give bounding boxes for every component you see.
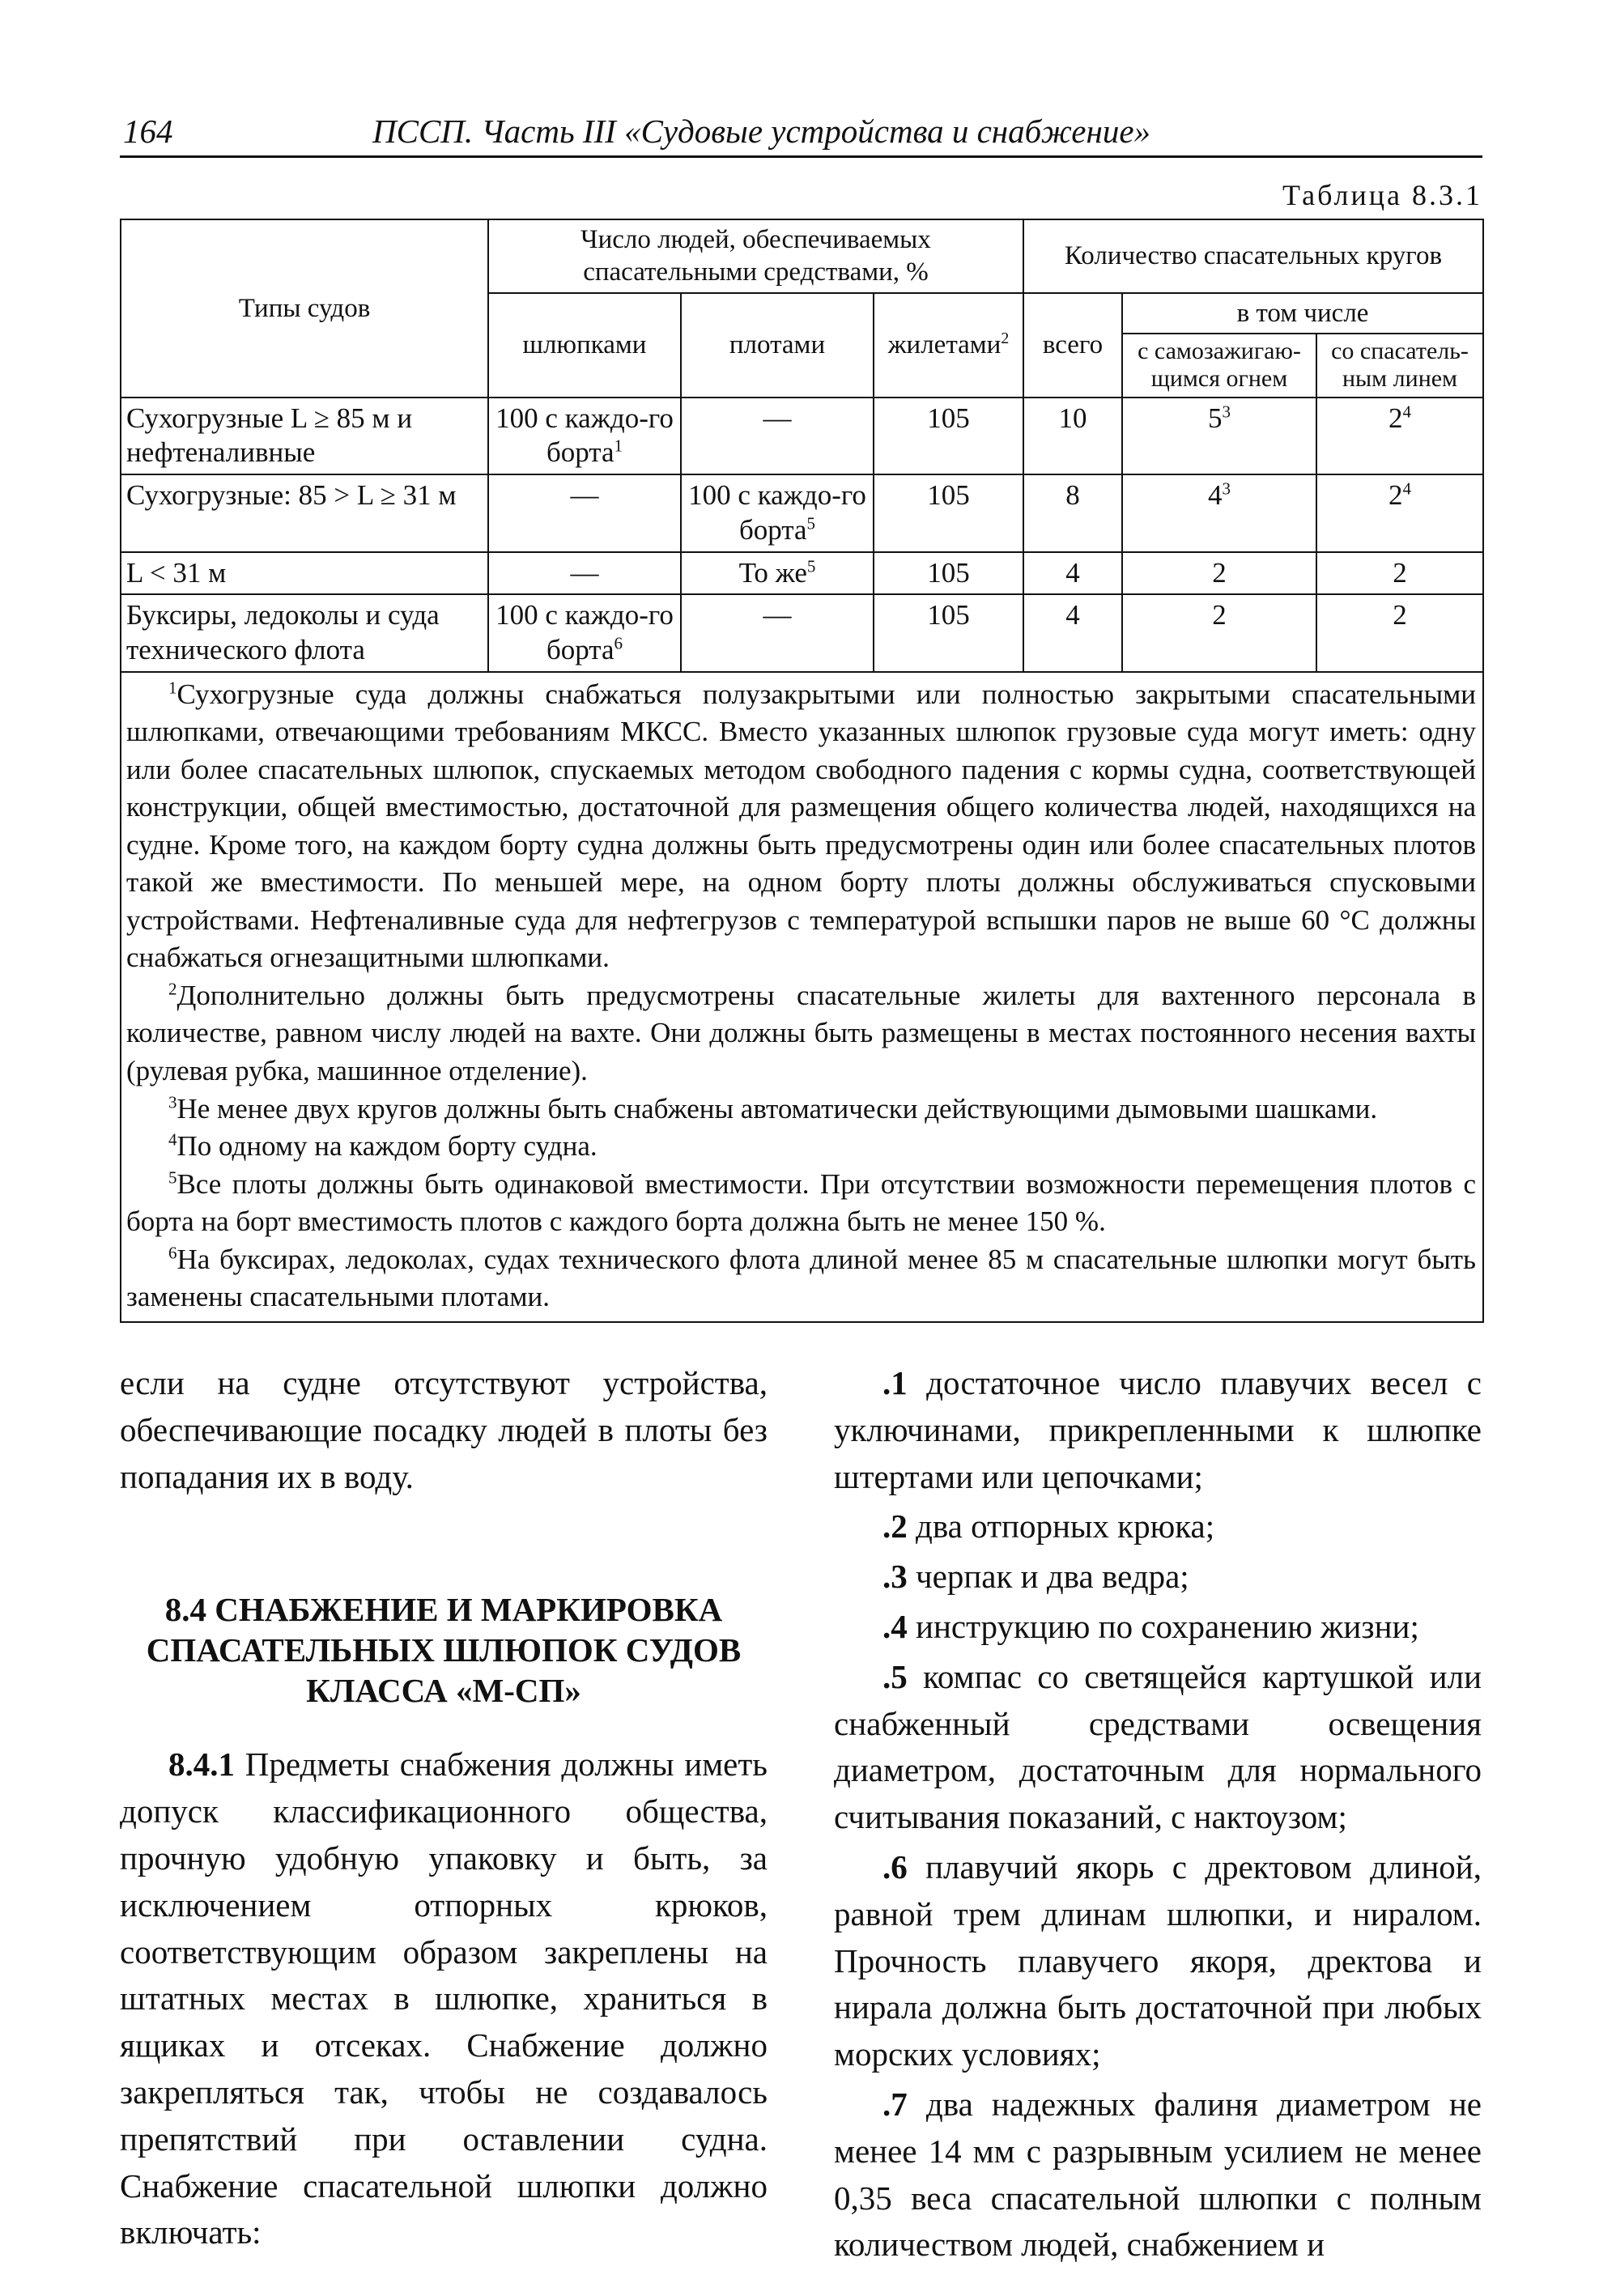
item-number: .3 — [882, 1558, 908, 1596]
left-column — [120, 1360, 768, 2256]
page-header — [120, 105, 1482, 158]
list-item — [834, 1604, 1482, 1651]
footnote-number: 3 — [168, 1091, 177, 1112]
header-rafts: плотами — [681, 293, 874, 398]
table-row — [121, 594, 1483, 671]
header-including: в том числе — [1122, 293, 1483, 334]
cell-with-line — [1316, 552, 1483, 595]
header-vests — [874, 293, 1023, 398]
cell-self-igniting — [1122, 398, 1316, 474]
cell-total: 4 — [1023, 594, 1122, 671]
cell-boats-value: — — [570, 479, 599, 512]
paragraph-text: Предметы снабжения должны иметь допуск классификационного общества, прочную удобную упаковку и быть, за исключением отпорных крюков, соответствующим образом закреплены на штатных местах в шлюпке, храниться в ящиках и отсеках. Снабжение должно закрепляться так, чтобы не создавалось препятствий при оставлении судна. Снабжение спасательной шлюпки должно включать: — [120, 1745, 768, 2251]
cell-boats-note: 6 — [614, 633, 623, 653]
header-rings-group: Количество спасательных кругов — [1023, 219, 1483, 293]
cell-boats-note: 1 — [614, 436, 623, 456]
running-title: ПССП. Часть III «Судовые устройства и снабжение» — [372, 113, 1151, 150]
footnote-text: Сухогрузные суда должны снабжаться полузакрытыми или полностью закрытыми спасательными шлюпками, отвечающими требованиям МКСС. Вместо указанных шлюпок грузовые суда могут иметь: одну или более спасательных шлюпок, спускаемых методом свободного падения с кормы судна, соответствующей конструкции, общей вместимостью, достаточной для размещения общего количества людей, находящихся на судне. Кроме того, на каждом борту судна должны быть предусмотрены один или более спасательных плотов такой же вместимости. По меньшей мере, на одном борту плоты должны обслуживаться спусковыми устройствами. Нефтеналивные суда для нефтегрузов с температурой вспышки паров не выше 60 °С должны снабжаться огнезащитными шлюпками. — [126, 678, 1477, 974]
footnote-text: Все плоты должны быть одинаковой вместимости. При отсутствии возможности перемещения плотов с борта на борт вместимость плотов с каждого борта должна быть не менее 150 %. — [126, 1167, 1477, 1238]
cell-rafts — [681, 474, 874, 551]
page-number: 164 — [123, 113, 173, 150]
item-number: .2 — [882, 1507, 908, 1546]
cell-boats — [488, 594, 681, 671]
table-row — [121, 474, 1483, 551]
cell-self-igniting — [1122, 594, 1316, 671]
cell-self-igniting-value: 2 — [1212, 556, 1227, 589]
header-with-line: со спасатель-ным линем — [1316, 334, 1483, 398]
table-caption: Таблица 8.3.1 — [1282, 179, 1482, 211]
cell-total: 4 — [1023, 552, 1122, 595]
section-title: 8.4 СНАБЖЕНИЕ И МАРКИРОВКА СПАСАТЕЛЬНЫХ ШЛЮПОК СУДОВ КЛАССА «М-СП» — [146, 1591, 742, 1710]
cell-self-igniting-value: 4 — [1208, 479, 1223, 512]
cell-boats-value: 100 с каждо-го борта — [495, 402, 674, 469]
cell-self-igniting — [1122, 474, 1316, 551]
right-column — [834, 1360, 1482, 2272]
cell-type: Сухогрузные L ≥ 85 м и нефтеналивные — [121, 398, 488, 474]
cell-boats — [488, 474, 681, 551]
cell-with-line-note: 4 — [1402, 478, 1412, 499]
cell-self-igniting-value: 2 — [1212, 599, 1227, 631]
intro-paragraph: если на судне отсутствуют устройства, обеспечивающие посадку людей в плоты без попадания их в воду. — [120, 1364, 768, 1495]
footnote-number: 6 — [168, 1243, 177, 1263]
cell-with-line-value: 2 — [1393, 556, 1407, 589]
list-item — [834, 1360, 1482, 1500]
cell-with-line — [1316, 398, 1483, 474]
header-people-group: Число людей, обеспечиваемых спасательными средствами, % — [488, 219, 1023, 293]
list-item — [834, 1654, 1482, 1841]
cell-vests: 105 — [874, 552, 1023, 595]
footnote-text: Дополнительно должны быть предусмотрены спасательные жилеты для вахтенного персонала в количестве, равном числу людей на вахте. Они должны быть размещены в местах постоянного несения вахты (рулевая рубка, машинное отделение). — [126, 979, 1477, 1087]
item-number: .4 — [882, 1607, 908, 1645]
lifesaving-table — [120, 219, 1482, 1318]
cell-boats-value: 100 с каждо-го борта — [495, 599, 674, 665]
footnote — [126, 977, 1476, 1091]
footnote-number: 2 — [168, 979, 177, 999]
cell-type: Буксиры, ледоколы и суда технического флота — [121, 594, 488, 671]
footnote-number: 4 — [168, 1129, 177, 1150]
list-item — [834, 1503, 1482, 1550]
cell-rafts-note: 5 — [806, 555, 816, 576]
item-text: черпак и два ведра; — [916, 1558, 1189, 1596]
table-row — [121, 398, 1483, 474]
footnote-text: По одному на каждом борту судна. — [176, 1130, 597, 1163]
footnote — [126, 1166, 1476, 1241]
cell-with-line-value: 2 — [1388, 402, 1403, 434]
item-text: плавучий якорь с дректовом длиной, равной трем длинам шлюпки, и ниралом. Прочность плавучего якоря, дректова и нирала должна быть достаточной при любых морских условиях; — [834, 1847, 1482, 2073]
footnotes-row — [121, 672, 1483, 1322]
cell-rafts-value: 100 с каждо-го борта — [688, 479, 866, 546]
footnote — [126, 1241, 1476, 1316]
cell-self-igniting-note: 3 — [1222, 478, 1231, 499]
cell-rafts-note: 5 — [806, 513, 816, 534]
item-text: достаточное число плавучих весел с уключинами, прикрепленными к шлюпке штертами или цепочками; — [834, 1364, 1482, 1495]
header-vests-note: 2 — [1001, 330, 1010, 347]
cell-boats-value: — — [570, 556, 599, 589]
footnote — [126, 1091, 1476, 1129]
cell-rafts-value: — — [763, 402, 792, 434]
cell-self-igniting — [1122, 552, 1316, 595]
item-number: .7 — [882, 2085, 908, 2123]
footnote — [126, 676, 1476, 977]
cell-total: 10 — [1023, 398, 1122, 474]
item-number: .6 — [882, 1847, 908, 1886]
footnote-number: 1 — [168, 677, 177, 697]
cell-type: L < 31 м — [121, 552, 488, 595]
list-item — [834, 2081, 1482, 2268]
cell-self-igniting-value: 5 — [1208, 402, 1223, 434]
header-boats: шлюпками — [488, 293, 681, 398]
cell-rafts-value: То же — [738, 556, 807, 589]
table-footnotes — [121, 672, 1483, 1322]
cell-rafts-value: — — [763, 599, 792, 631]
cell-boats — [488, 552, 681, 595]
cell-with-line-value: 2 — [1388, 479, 1403, 512]
item-number: .1 — [882, 1364, 908, 1401]
paragraph-number: 8.4.1 — [168, 1745, 235, 1784]
cell-with-line — [1316, 594, 1483, 671]
cell-type: Сухогрузные: 85 > L ≥ 31 м — [121, 474, 488, 551]
table-row — [121, 552, 1483, 595]
cell-vests: 105 — [874, 594, 1023, 671]
header-self-igniting: с самозажигаю-щимся огнем — [1122, 334, 1316, 398]
cell-vests: 105 — [874, 474, 1023, 551]
cell-self-igniting-note: 3 — [1222, 402, 1231, 422]
cell-with-line — [1316, 474, 1483, 551]
cell-with-line-note: 4 — [1402, 402, 1412, 422]
item-text: инструкцию по сохранению жизни; — [916, 1607, 1419, 1645]
paragraph-8-4-1 — [120, 1741, 768, 2256]
list-item — [834, 1554, 1482, 1601]
footnote — [126, 1128, 1476, 1166]
item-text: компас со светящейся картушкой или снабженный средствами освещения диаметром, достаточным для нормального считывания показаний, с нактоузом; — [834, 1657, 1482, 1836]
header-total: всего — [1023, 293, 1122, 398]
cell-vests: 105 — [874, 398, 1023, 474]
item-text: два надежных фалиня диаметром не менее 14 мм с разрывным усилием не менее 0,35 веса спасательной шлюпки с полным количеством людей, снабжением и — [834, 2085, 1482, 2264]
footnote-text: Не менее двух кругов должны быть снабжены автоматически действующими дымовыми шашками. — [176, 1092, 1378, 1125]
cell-rafts — [681, 552, 874, 595]
footnote-text: На буксирах, ледоколах, судах технического флота длиной менее 85 м спасательные шлюпки могут быть заменены спасательными плотами. — [126, 1243, 1477, 1313]
item-number: .5 — [882, 1657, 908, 1695]
cell-rafts — [681, 594, 874, 671]
item-text: два отпорных крюка; — [916, 1507, 1215, 1546]
list-item — [834, 1844, 1482, 2078]
cell-boats — [488, 398, 681, 474]
header-types: Типы судов — [121, 219, 488, 398]
cell-rafts — [681, 398, 874, 474]
cell-with-line-value: 2 — [1393, 599, 1407, 631]
header-vests-label: жилетами — [887, 330, 1002, 359]
cell-total: 8 — [1023, 474, 1122, 551]
footnote-number: 5 — [168, 1167, 177, 1188]
